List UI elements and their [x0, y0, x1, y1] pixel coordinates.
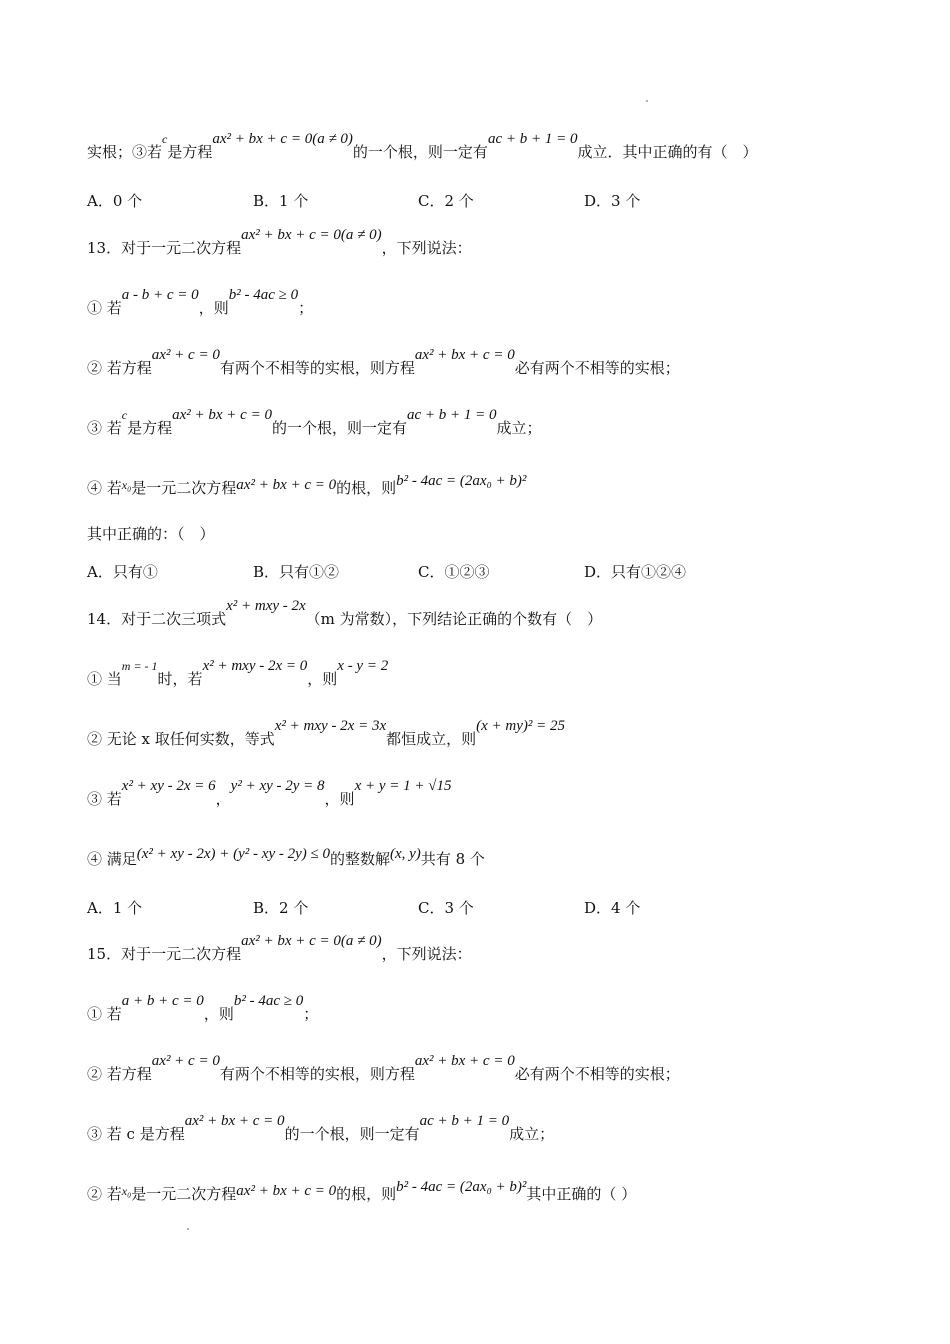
- q15-statement-3: ③ 若 c 是方程ax² + bx + c = 0的一个根，则一定有ac + b + 1 = 0成立；: [87, 1113, 555, 1143]
- q13-statement-3: ③ 若$^c$是方程ax² + bx + c = 0的一个根，则一定有ac + b + 1 = 0成立；: [87, 407, 542, 437]
- q14-stem: 14．对于二次三项式x² + mxy - 2x（m 为常数），下列结论正确的个数有（ ）: [87, 598, 603, 628]
- q14-statement-1: ① 当$^{m = - 1}$时，若x² + mxy - 2x = 0，则x - y = 2: [87, 658, 389, 688]
- q12-option-b: B．1 个: [253, 192, 309, 210]
- q14-statement-4: ④ 满足(x² + xy - 2x) + (y² - xy - 2y) ≤ 0的整数解(x, y)共有 8 个: [87, 846, 485, 868]
- q13-option-d: D．只有①②④: [584, 563, 687, 581]
- q15-statement-4: ② 若$^{x_0}$是一元二次方程ax² + bx + c = 0的根，则b² - 4ac = (2ax₀ + b)²其中正确的（ ）: [87, 1179, 637, 1203]
- q12-option-d: D．3 个: [584, 192, 641, 210]
- q15-stem: 15．对于一元二次方程ax² + bx + c = 0(a ≠ 0)，下列说法：: [87, 933, 472, 963]
- q14-statement-3: ③ 若x² + xy - 2x = 6，y² + xy - 2y = 8，则x + y = 1 + √15: [87, 778, 452, 808]
- decorative-dot: [187, 1228, 189, 1230]
- q13-prompt: 其中正确的：（ ）: [87, 525, 215, 543]
- decorative-dot: [646, 100, 648, 102]
- q15-statement-2: ② 若方程ax² + c = 0有两个不相等的实根，则方程ax² + bx + c = 0必有两个不相等的实根；: [87, 1053, 680, 1083]
- q13-statement-1: ① 若a - b + c = 0，则b² - 4ac ≥ 0；: [87, 287, 314, 317]
- q12-tail-line: 实根；③若$^c$是方程ax² + bx + c = 0(a ≠ 0)的一个根，则一定有ac + b + 1 = 0成立．其中正确的有（ ）: [87, 131, 758, 161]
- q13-option-a: A．只有①: [87, 563, 158, 581]
- q13-option-b: B．只有①②: [253, 563, 340, 581]
- q14-statement-2: ② 无论 x 取任何实数，等式x² + mxy - 2x = 3x都恒成立，则(x + my)² = 25: [87, 718, 566, 748]
- q14-option-c: C．3 个: [418, 899, 474, 917]
- q12-option-a: A．0 个: [87, 192, 143, 210]
- q14-option-a: A．1 个: [87, 899, 143, 917]
- q14-option-d: D．4 个: [584, 899, 641, 917]
- q13-stem: 13．对于一元二次方程ax² + bx + c = 0(a ≠ 0)，下列说法：: [87, 227, 472, 257]
- q12-option-c: C．2 个: [418, 192, 474, 210]
- q13-statement-2: ② 若方程ax² + c = 0有两个不相等的实根，则方程ax² + bx + c = 0必有两个不相等的实根；: [87, 347, 680, 377]
- q13-option-c: C．①②③: [418, 563, 490, 581]
- q13-statement-4: ④ 若$^{x_0}$是一元二次方程ax² + bx + c = 0的根，则b² - 4ac = (2ax₀ + b)²: [87, 473, 527, 497]
- q15-statement-1: ① 若a + b + c = 0，则b² - 4ac ≥ 0；: [87, 993, 319, 1023]
- q14-option-b: B．2 个: [253, 899, 309, 917]
